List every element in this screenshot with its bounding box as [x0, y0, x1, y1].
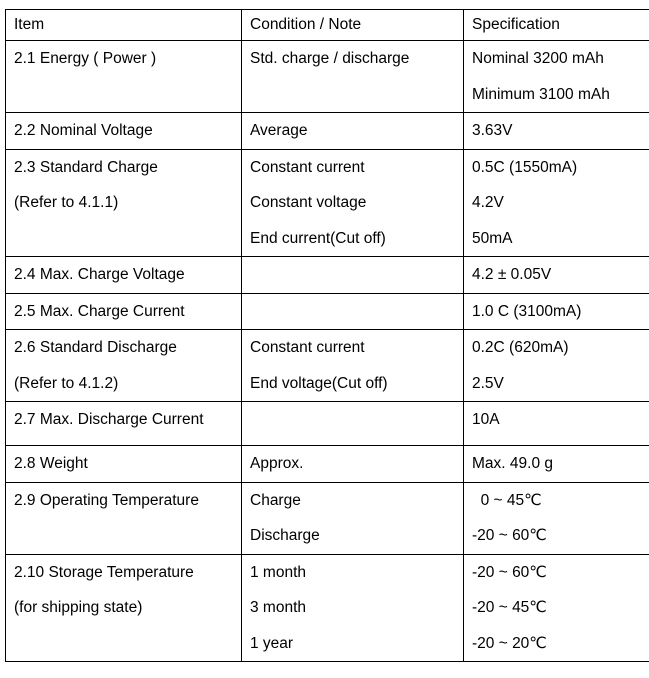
condition-cell: [242, 554, 464, 662]
condition-cell-text: 1 year: [250, 634, 294, 652]
item-cell: [6, 149, 242, 257]
header-row: [6, 10, 649, 41]
condition-cell: [242, 446, 464, 483]
condition-cell-text: Constant voltage: [250, 194, 367, 211]
item-cell: [6, 330, 242, 402]
condition-cell-text: [250, 294, 463, 330]
spec-cell: [464, 402, 649, 446]
spec-cell-text: 0 ~ 45℃: [472, 491, 542, 509]
spec-cell: [464, 41, 649, 113]
spec-cell-text: 2.5V: [472, 374, 504, 392]
spec-cell: [464, 149, 649, 257]
item-cell-text: 2.9 Operating Temperature: [14, 491, 199, 509]
spec-cell-text: 4.2 ± 0.05V: [472, 266, 552, 283]
spec-cell-text: 50mA: [472, 229, 513, 247]
condition-cell: [242, 293, 464, 330]
item-cell: [6, 293, 242, 330]
item-cell: [6, 257, 242, 294]
condition-cell: [242, 113, 464, 150]
item-cell-text: 2.8 Weight: [14, 455, 88, 472]
specification-table: [5, 9, 649, 662]
spec-cell-text: -20 ~ 45℃: [472, 599, 547, 616]
spec-cell-text: 0.2C (620mA): [472, 339, 569, 356]
condition-cell: [242, 482, 464, 554]
spec-cell-text: -20 ~ 60℃: [472, 563, 547, 581]
header-condition: Condition / Note: [242, 10, 464, 41]
spec-cell: [464, 293, 649, 330]
condition-cell-text: [250, 257, 463, 293]
table-row: [6, 149, 649, 257]
item-cell-text: (Refer to 4.1.1): [14, 194, 119, 211]
table-row: [6, 446, 649, 483]
condition-cell: [242, 257, 464, 294]
spec-cell-text: 10A: [472, 411, 500, 428]
table-row: [6, 330, 649, 402]
condition-cell-text: Discharge: [250, 527, 320, 544]
header-specification: Specification: [464, 10, 649, 41]
condition-cell-text: Average: [250, 122, 308, 139]
spec-cell-text: Nominal 3200 mAh: [472, 50, 604, 67]
condition-cell: [242, 149, 464, 257]
item-cell-text: 2.4 Max. Charge Voltage: [14, 266, 185, 283]
table-row: [6, 113, 649, 150]
condition-cell-text: Constant current: [250, 158, 365, 176]
condition-cell-text: Approx.: [250, 455, 304, 472]
item-cell-text: 2.5 Max. Charge Current: [14, 302, 185, 320]
condition-cell: [242, 330, 464, 402]
item-cell: [6, 402, 242, 446]
condition-cell: [242, 41, 464, 113]
item-cell-text: 2.6 Standard Discharge: [14, 339, 177, 356]
item-cell-text: 2.2 Nominal Voltage: [14, 122, 153, 139]
condition-cell-text: Std. charge / discharge: [250, 50, 410, 67]
condition-cell-text: Charge: [250, 491, 301, 509]
spec-cell-text: Minimum 3100 mAh: [472, 85, 610, 103]
item-cell: [6, 446, 242, 483]
condition-cell-text: Constant current: [250, 339, 365, 356]
table-row: [6, 554, 649, 662]
spec-cell-text: 1.0 C (3100mA): [472, 302, 582, 320]
table-row: [6, 402, 649, 446]
condition-cell-text: 1 month: [250, 563, 307, 581]
condition-cell-text: [250, 402, 463, 438]
spec-cell-text: -20 ~ 60℃: [472, 527, 547, 544]
spec-cell: [464, 257, 649, 294]
item-cell-text: 2.10 Storage Temperature: [14, 563, 194, 581]
condition-cell-text: 3 month: [250, 599, 307, 616]
condition-cell-text: End voltage(Cut off): [250, 374, 388, 392]
spec-cell-text: 0.5C (1550mA): [472, 158, 578, 176]
table-row: [6, 482, 649, 554]
table-row: [6, 41, 649, 113]
condition-cell-text: End current(Cut off): [250, 229, 386, 247]
item-cell: [6, 482, 242, 554]
spec-cell-text: -20 ~ 20℃: [472, 634, 547, 652]
spec-cell: [464, 482, 649, 554]
table-row: [6, 257, 649, 294]
item-cell-text: (Refer to 4.1.2): [14, 374, 119, 392]
item-cell-text: (for shipping state): [14, 599, 143, 616]
spec-cell: [464, 113, 649, 150]
item-cell: [6, 41, 242, 113]
table-row: [6, 293, 649, 330]
item-cell-text: 2.3 Standard Charge: [14, 158, 158, 176]
spec-cell-text: Max. 49.0 g: [472, 455, 553, 472]
header-item: Item: [6, 10, 242, 41]
item-cell-text: 2.1 Energy ( Power ): [14, 50, 157, 67]
spec-cell: [464, 446, 649, 483]
spec-cell: [464, 330, 649, 402]
item-cell: [6, 554, 242, 662]
item-cell-text: 2.7 Max. Discharge Current: [14, 411, 204, 428]
spec-cell-text: 3.63V: [472, 122, 513, 139]
item-cell: [6, 113, 242, 150]
spec-cell-text: 4.2V: [472, 194, 504, 211]
condition-cell: [242, 402, 464, 446]
spec-cell: [464, 554, 649, 662]
